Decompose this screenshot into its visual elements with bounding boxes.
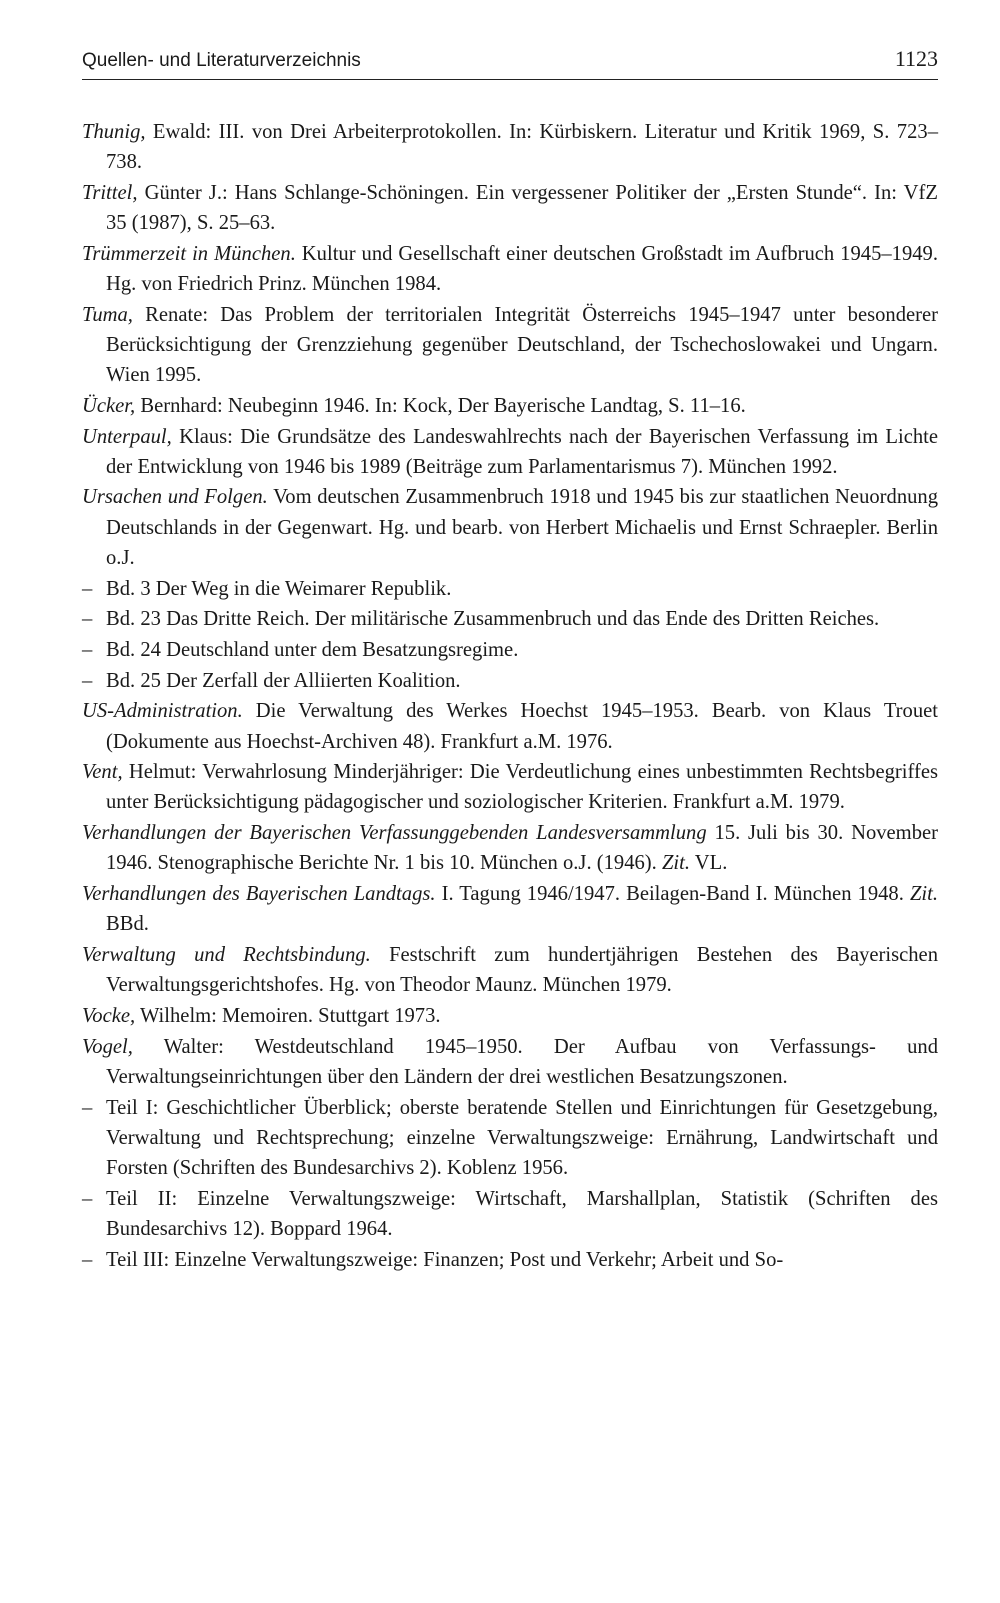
entry-text: Renate: Das Problem der territorialen Integrität Österreichs 1945–1947 unter besonderer Berücksichtigung der Grenzziehung gegenüber Deutschland, der Tschechoslowakei und Ungarn. Wien 1995. [106,303,938,387]
header-rule [82,79,938,80]
bibliography-entry [82,696,938,756]
entry-author-or-title: Verwaltung und Rechtsbindung. [82,943,371,966]
subentry-dash: – [82,638,93,661]
entry-author-or-title: Verhandlungen der Bayerischen Verfassunggebenden Landesversammlung [82,822,707,845]
entry-text: Walter: Westdeutschland 1945–1950. Der Aufbau von Verfassungs- und Verwaltungseinrichtungen über den Ländern der drei westlichen Besatzungszonen. [106,1035,938,1088]
subentry-text: Teil III: Einzelne Verwaltungszweige: Finanzen; Post und Verkehr; Arbeit und So- [106,1248,784,1271]
bibliography-entry [82,391,938,421]
subentry-dash: – [82,577,93,600]
entry-author-or-title: Verhandlungen des Bayerischen Landtags. [82,883,436,906]
subentry-text: Bd. 23 Das Dritte Reich. Der militärische Zusammenbruch und das Ende des Dritten Reiches. [106,608,880,631]
bibliography-entry [82,1032,938,1092]
subentry-dash: – [82,1187,93,1210]
entry-abbreviation-marker: Zit. [903,883,938,906]
bibliography-subentry [82,574,938,604]
entry-author-or-title: Tuma, [82,303,133,326]
entry-author-or-title: Trittel, [82,181,138,204]
entry-text: Vom deutschen Zusammenbruch 1918 und 1945 bis zur staatlichen Neuordnung Deutschlands in der Gegenwart. Hg. und bearb. von Herbert Michaelis und Ernst Schraepler. Berlin o.J. [106,486,939,569]
page-number: 1123 [894,46,938,71]
entry-author-or-title: Trümmerzeit in München. [82,242,296,265]
bibliography-subentry [82,1184,938,1244]
bibliography-entry [82,239,938,299]
running-header [82,46,938,72]
bibliography-entry [82,178,938,238]
header-title: Quellen- und Literaturverzeichnis [82,50,361,71]
entry-text: Bernhard: Neubeginn 1946. In: Kock, Der Bayerische Landtag, S. 11–16. [135,394,746,417]
bibliography-entry [82,422,938,482]
subentry-text: Bd. 3 Der Weg in die Weimarer Republik. [106,577,452,600]
subentry-text: Bd. 24 Deutschland unter dem Besatzungsregime. [106,638,519,661]
subentry-text: Teil I: Geschichtlicher Überblick; oberste beratende Stellen und Einrichtungen für Gesetzgebung, Verwaltung und Rechtsprechung; einzelne Verwaltungszweige: Ernährung, Landwirtschaft und Forsten (Schriften des Bundesarchivs 2). Koblenz 1956. [106,1096,938,1179]
entry-author-or-title: Ücker, [82,394,136,417]
subentry-dash: – [82,1096,93,1119]
entry-text: Günter J.: Hans Schlange-Schöningen. Ein vergessener Politiker der „Ersten Stunde“. In: VfZ 35 (1987), S. 25–63. [106,181,938,235]
entry-text: Ewald: III. von Drei Arbeiterprotokollen. In: Kürbiskern. Literatur und Kritik 1969, S. 723–738. [106,121,938,174]
entry-text: 15. Juli bis 30. November 1946. Stenographische Berichte Nr. 1 bis 10. München o.J. (1946). [106,822,938,875]
subentry-dash: – [82,1248,93,1271]
subentry-dash: – [82,608,93,631]
entry-author-or-title: Vogel, [82,1035,133,1058]
entry-author-or-title: Thunig, [82,121,146,143]
entry-author-or-title: Ursachen und Folgen. [82,486,268,509]
entry-author-or-title: Vent, [82,761,123,784]
bibliography-entry [82,818,938,878]
entry-abbreviation: BBd. [106,913,149,936]
bibliography-entry [82,117,938,177]
entry-text: Die Verwaltung des Werkes Hoechst 1945–1953. Bearb. von Klaus Trouet (Dokumente aus Hoechst-Archiven 48). Frankfurt a.M. 1976. [106,700,938,753]
entry-text: Wilhelm: Memoiren. Stuttgart 1973. [135,1004,441,1027]
entry-abbreviation-marker: Zit. [656,852,690,875]
bibliography-subentry [82,604,938,634]
entry-author-or-title: US-Administration. [82,700,243,723]
bibliography-entry [82,300,938,391]
entry-author-or-title: Vocke, [82,1004,136,1027]
subentry-text: Teil II: Einzelne Verwaltungszweige: Wirtschaft, Marshallplan, Statistik (Schriften des Bundesarchivs 12). Boppard 1964. [106,1187,938,1240]
entry-text: Festschrift zum hundertjährigen Bestehen des Bayerischen Verwaltungsgerichtshofes. Hg. von Theodor Maunz. München 1979. [106,943,938,997]
entry-text: Helmut: Verwahrlosung Minderjähriger: Die Verdeutlichung eines unbestimmten Rechtsbegriffes unter Berücksichtigung pädagogischer und soziologischer Kriterien. Frankfurt a.M. 1979. [106,761,938,814]
bibliography-entry [82,940,938,1000]
subentry-text: Bd. 25 Der Zerfall der Alliierten Koalition. [106,669,461,692]
bibliography-entry [82,482,938,573]
bibliography-subentry [82,635,938,665]
bibliography-subentry [82,1245,938,1275]
bibliography-subentry [82,666,938,696]
entry-text: Kultur und Gesellschaft einer deutschen Großstadt im Aufbruch 1945–1949. Hg. von Friedrich Prinz. München 1984. [106,242,938,296]
bibliography-entry [82,757,938,817]
entry-text: Klaus: Die Grundsätze des Landeswahlrechts nach der Bayerischen Verfassung im Lichte der Entwicklung von 1946 bis 1989 (Beiträge zum Parlamentarismus 7). München 1992. [106,425,938,478]
entry-text: I. Tagung 1946/1947. Beilagen-Band I. München 1948. [435,883,904,906]
bibliography-entry [82,879,938,939]
bibliography-entry [82,1001,938,1031]
entry-abbreviation: VL. [690,852,728,875]
bibliography-subentry [82,1093,938,1184]
bibliography-list [82,117,938,1275]
entry-author-or-title: Unterpaul, [82,425,172,448]
subentry-dash: – [82,669,93,692]
